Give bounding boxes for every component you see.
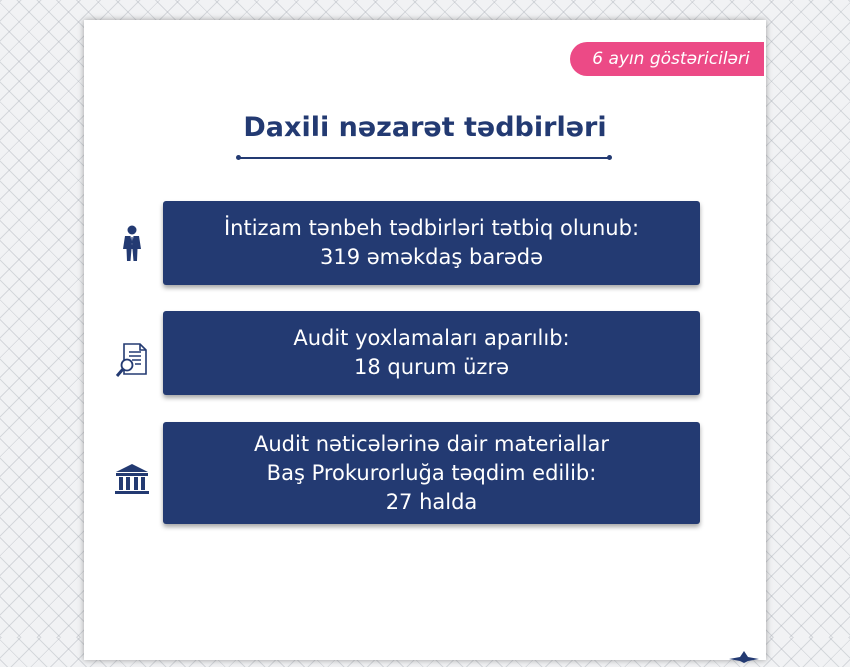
infographic-card <box>84 20 766 660</box>
stat-line: Baş Prokurorluğa təqdim edilib: <box>266 460 597 485</box>
period-badge: 6 ayın göstəriciləri <box>570 42 764 76</box>
stat-box-materials <box>163 422 700 524</box>
stat-value-line: 319 əməkdaş barədə <box>319 245 544 269</box>
stat-line: İntizam tənbeh tədbirləri tətbiq olunub: <box>223 216 640 240</box>
stat-value-line: 27 halda <box>385 489 478 514</box>
stat-line: Audit yoxlamaları aparılıb: <box>293 326 570 350</box>
person-icon <box>112 223 152 263</box>
stat-box-audit <box>163 311 700 395</box>
stat-line: Audit nəticələrinə dair materiallar <box>254 431 609 456</box>
stat-box-disciplinary <box>163 201 700 285</box>
title-divider <box>238 157 610 159</box>
page-title: Daxili nəzarət tədbirləri <box>243 112 607 143</box>
audit-document-icon <box>112 340 152 380</box>
stat-value-line: 18 qurum üzrə <box>354 355 509 379</box>
government-building-icon <box>112 460 152 500</box>
logo-mark-icon <box>729 648 759 660</box>
